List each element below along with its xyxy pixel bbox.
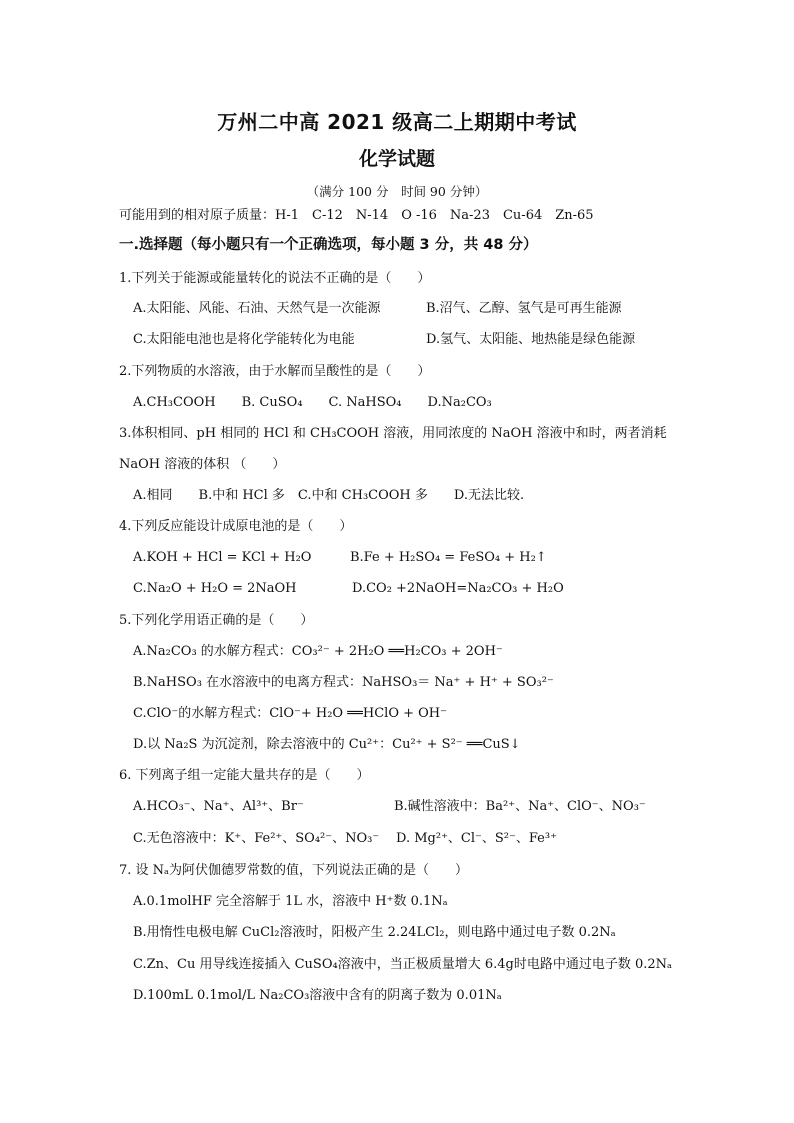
question-stem: 5.下列化学用语正确的是（ ） <box>119 613 314 628</box>
option-b: B.沼气、乙醇、氢气是可再生能源 <box>426 301 622 316</box>
option-d: D.100mL 0.1mol/L Na₂CO₃溶液中含有的阴离子数为 0.01Nₐ <box>133 988 502 1003</box>
option-c: C.无色溶液中：K⁺、Fe²⁺、SO₄²⁻、NO₃⁻ <box>133 831 380 846</box>
option-d: D.以 Na₂S 为沉淀剂，除去溶液中的 Cu²⁺：Cu²⁺ + S²⁻ ══CuS↓ <box>133 737 521 752</box>
option-c: C.ClO⁻的水解方程式：ClO⁻+ H₂O ══HClO + OH⁻ <box>133 706 447 721</box>
option-d: D. Mg²⁺、Cl⁻、S²⁻、Fe³⁺ <box>396 831 557 846</box>
option-b: B.Fe + H₂SO₄ = FeSO₄ + H₂↑ <box>350 550 547 565</box>
option-c: C.太阳能电池也是将化学能转化为电能 <box>133 332 355 347</box>
option-a: A.0.1molHF 完全溶解于 1L 水，溶液中 H⁺数 0.1Nₐ <box>133 894 448 909</box>
exam-title: 万州二中高 2021 级高二上期期中考试 <box>217 110 577 134</box>
exam-meta: （满分 100 分 时间 90 分钟） <box>306 184 488 199</box>
option-a: A.太阳能、风能、石油、天然气是一次能源 <box>133 301 381 316</box>
atomic-masses: 可能用到的相对原子质量：H-1 C-12 N-14 O -16 Na-23 Cu-64 Zn-65 <box>119 208 594 223</box>
question-stem: 7. 设 Nₐ为阿伏伽德罗常数的值，下列说法正确的是（ ） <box>119 863 469 878</box>
option-b: B.NaHSO₃ 在水溶液中的电离方程式：NaHSO₃＝ Na⁺ + H⁺ + SO₃²⁻ <box>133 675 554 690</box>
question-stem-cont: NaOH 溶液的体积 （ ） <box>119 457 286 472</box>
option-a: A.Na₂CO₃ 的水解方程式：CO₃²⁻ + 2H₂O ══H₂CO₃ + 2OH⁻ <box>133 644 503 659</box>
question-stem: 1.下列关于能源或能量转化的说法不正确的是（ ） <box>119 271 431 286</box>
option-d: D.CO₂ +2NaOH=Na₂CO₃ + H₂O <box>352 581 564 596</box>
option-b: B.用惰性电极电解 CuCl₂溶液时，阳极产生 2.24LCl₂，则电路中通过电子数 0.2Nₐ <box>133 925 616 940</box>
option-c: C.Zn、Cu 用导线连接插入 CuSO₄溶液中，当正极质量增大 6.4g时电路中通过电子数 0.2Nₐ <box>133 957 673 972</box>
option-c: C.Na₂O + H₂O = 2NaOH <box>133 581 297 596</box>
options-row: A.CH₃COOH B. CuSO₄ C. NaHSO₄ D.Na₂CO₃ <box>133 395 492 410</box>
question-stem: 3.体积相同、pH 相同的 HCl 和 CH₃COOH 溶液，用同浓度的 NaOH 溶液中和时，两者消耗 <box>119 426 667 441</box>
subject-title: 化学试题 <box>358 148 435 170</box>
section-heading: 一.选择题（每小题只有一个正确选项，每小题 3 分，共 48 分） <box>119 237 538 253</box>
option-a: A.KOH + HCl = KCl + H₂O <box>133 550 312 565</box>
question-stem: 4.下列反应能设计成原电池的是（ ） <box>119 519 353 534</box>
option-a: A.HCO₃⁻、Na⁺、Al³⁺、Br⁻ <box>133 799 304 814</box>
option-d: D.氢气、太阳能、地热能是绿色能源 <box>426 332 636 347</box>
question-stem: 6. 下列离子组一定能大量共存的是（ ） <box>119 768 370 783</box>
options-row: A.相同 B.中和 HCl 多 C.中和 CH₃COOH 多 D.无法比较. <box>133 488 525 503</box>
option-b: B.碱性溶液中：Ba²⁺、Na⁺、ClO⁻、NO₃⁻ <box>394 799 646 814</box>
question-stem: 2.下列物质的水溶液，由于水解而呈酸性的是（ ） <box>119 364 431 379</box>
